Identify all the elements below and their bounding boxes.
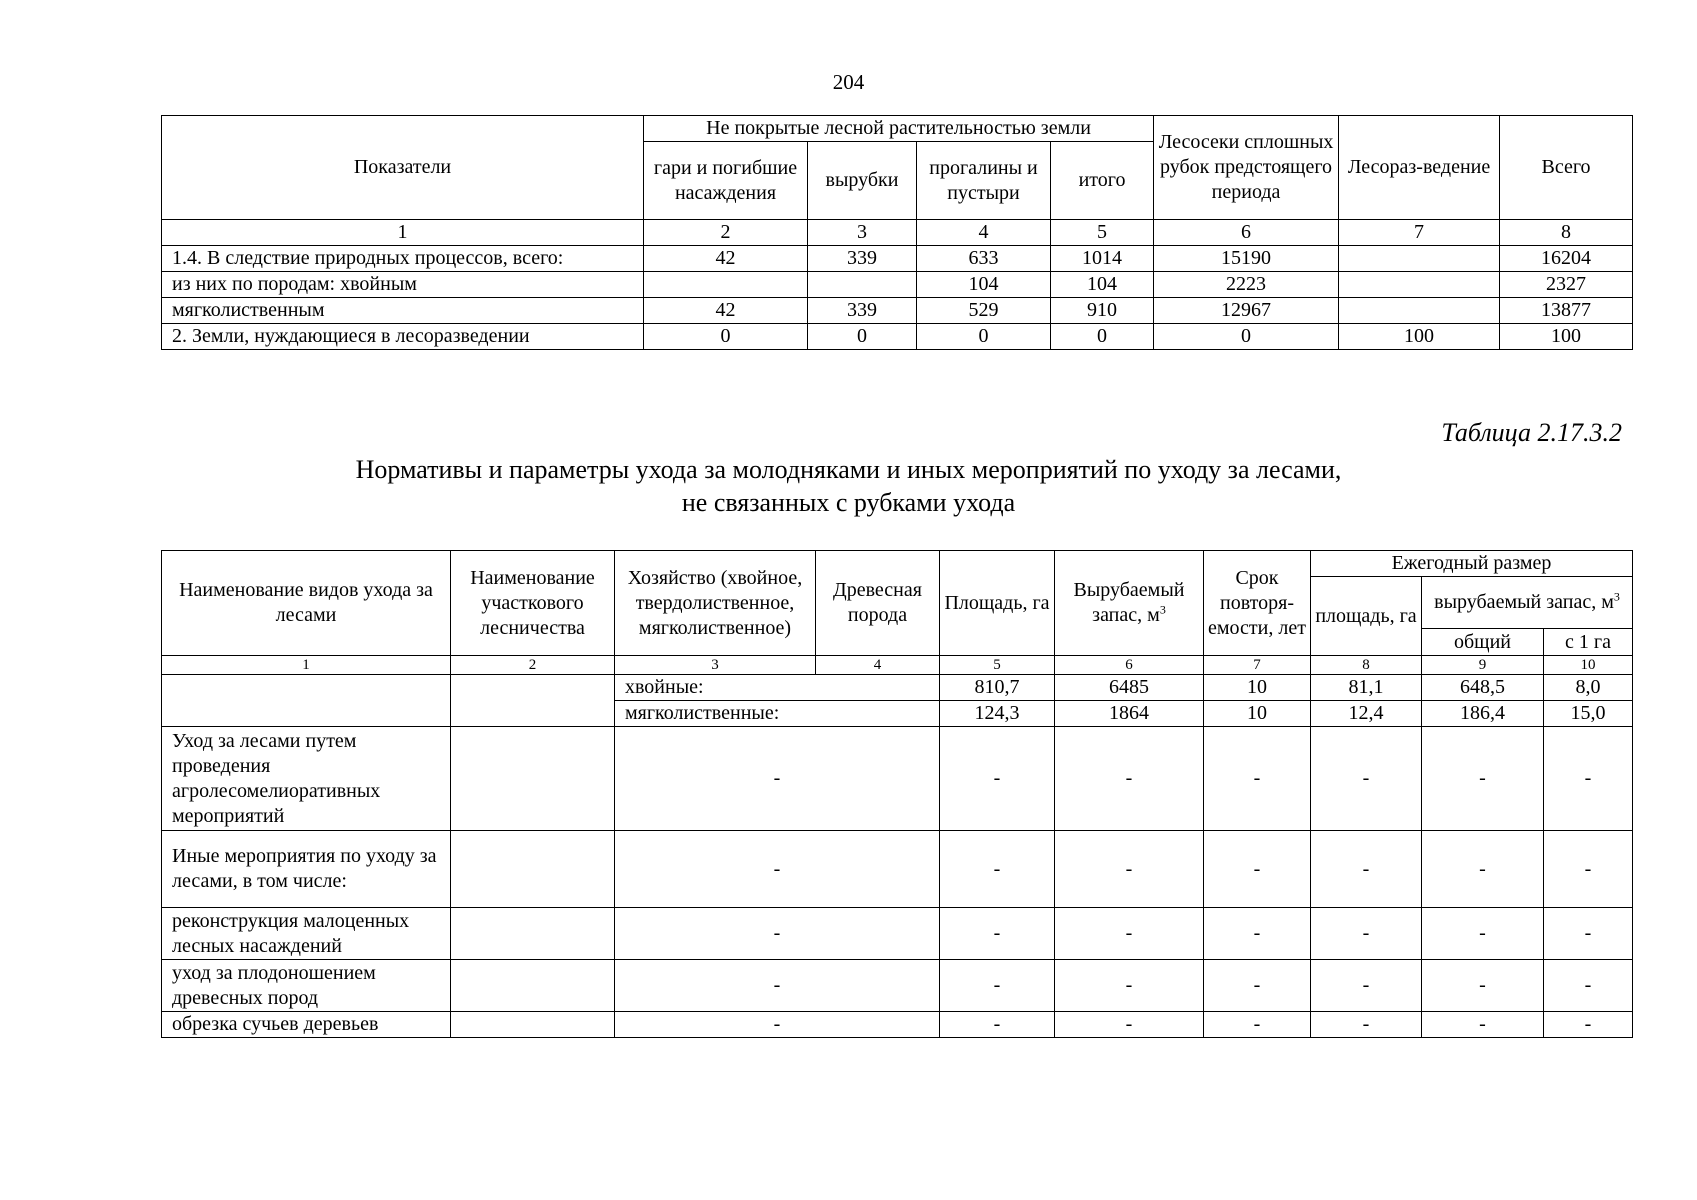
- row-name: реконструкция малоценных лесных насаждений: [162, 908, 451, 960]
- row-name: мягколиственным: [162, 298, 644, 324]
- col-number: 9: [1422, 656, 1544, 675]
- table-row: [162, 272, 1633, 298]
- cell: -: [1422, 727, 1544, 831]
- cell: -: [1204, 908, 1311, 960]
- header-all: Всего: [1500, 116, 1633, 220]
- cell: 339: [808, 298, 917, 324]
- cell: -: [1055, 831, 1204, 908]
- table-row: [162, 960, 1633, 1012]
- cell: 15,0: [1544, 701, 1633, 727]
- table-title-line2: не связанных с рубками ухода: [681, 488, 1016, 517]
- cell: 1014: [1051, 246, 1154, 272]
- row-name: Иные мероприятия по уходу за лесами, в том числе:: [162, 831, 451, 908]
- col-number: 5: [1051, 220, 1154, 246]
- cell: -: [1204, 1012, 1311, 1038]
- cell: -: [940, 960, 1055, 1012]
- table-row: [162, 675, 1633, 701]
- cell: 0: [808, 324, 917, 350]
- header-indicators: Показатели: [162, 116, 644, 220]
- row-name: 1.4. В следствие природных процессов, всего:: [162, 246, 644, 272]
- table-row: [162, 908, 1633, 960]
- cell: -: [1055, 1012, 1204, 1038]
- cell: 0: [1051, 324, 1154, 350]
- header-area: Площадь, га: [940, 551, 1055, 656]
- col-number: 2: [451, 656, 615, 675]
- cell: -: [1544, 727, 1633, 831]
- cell: 810,7: [940, 675, 1055, 701]
- cell: -: [940, 727, 1055, 831]
- col-number: 10: [1544, 656, 1633, 675]
- cell: 104: [1051, 272, 1154, 298]
- cell: 648,5: [1422, 675, 1544, 701]
- header-clearings: вырубки: [808, 142, 917, 220]
- cell: -: [615, 831, 940, 908]
- group-name: хвойные:: [615, 675, 940, 701]
- header-total-nc: итого: [1051, 142, 1154, 220]
- cell: -: [615, 1012, 940, 1038]
- col-number: 8: [1311, 656, 1422, 675]
- header-annual-stock: вырубаемый запас, $м^3$: [1422, 577, 1633, 629]
- col-number: 4: [917, 220, 1051, 246]
- row-name: из них по породам: хвойным: [162, 272, 644, 298]
- cell: [1339, 298, 1500, 324]
- cell: 124,3: [940, 701, 1055, 727]
- cell: 13877: [1500, 298, 1633, 324]
- cell: -: [1311, 908, 1422, 960]
- cell: -: [1204, 727, 1311, 831]
- forest-care-table: [161, 550, 1633, 1038]
- group-name: мягколиственные:: [615, 701, 940, 727]
- row-name: 2. Земли, нуждающиеся в лесоразведении: [162, 324, 644, 350]
- cell: -: [1544, 831, 1633, 908]
- col-number: 3: [808, 220, 917, 246]
- cell: 0: [1154, 324, 1339, 350]
- cell: -: [1544, 908, 1633, 960]
- cell: 100: [1339, 324, 1500, 350]
- table-title-line1: Нормативы и параметры ухода за молодняками и иных мероприятий по уходу за лесами,: [355, 455, 1342, 484]
- cell: -: [1422, 960, 1544, 1012]
- col-number: 1: [162, 220, 644, 246]
- header-annual-area: площадь, га: [1311, 577, 1422, 656]
- header-total: общий: [1422, 629, 1544, 656]
- cell: 81,1: [1311, 675, 1422, 701]
- cell: -: [1311, 831, 1422, 908]
- header-cutting-areas: Лесосеки сплошных рубок предстоящего периода: [1154, 116, 1339, 220]
- cell: 16204: [1500, 246, 1633, 272]
- header-glades: прогалины и пустыри: [917, 142, 1051, 220]
- cell: [1339, 246, 1500, 272]
- header-period: Срок повторя-емости, лет: [1204, 551, 1311, 656]
- col-number: 7: [1204, 656, 1311, 675]
- cell: -: [615, 960, 940, 1012]
- cell: 633: [917, 246, 1051, 272]
- row-name: Уход за лесами путем проведения агролесомелиоративных мероприятий: [162, 727, 451, 831]
- header-annual: Ежегодный размер: [1311, 551, 1633, 577]
- cell: 339: [808, 246, 917, 272]
- cell: [808, 272, 917, 298]
- empty-cell: [162, 675, 451, 727]
- header-not-covered: Не покрытые лесной растительностью земли: [644, 116, 1154, 142]
- cell: -: [615, 727, 940, 831]
- cell: 0: [917, 324, 1051, 350]
- cell: 6485: [1055, 675, 1204, 701]
- table-caption: Таблица 2.17.3.2: [1441, 418, 1622, 447]
- row-name: обрезка сучьев деревьев: [162, 1012, 451, 1038]
- table-row: [162, 324, 1633, 350]
- cell: -: [1204, 831, 1311, 908]
- cell: -: [940, 831, 1055, 908]
- table-row: [162, 246, 1633, 272]
- cell: 0: [644, 324, 808, 350]
- cell: 186,4: [1422, 701, 1544, 727]
- cell: [451, 908, 615, 960]
- cell: 10: [1204, 701, 1311, 727]
- cell: -: [1311, 727, 1422, 831]
- header-care-types: Наименование видов ухода за лесами: [162, 551, 451, 656]
- cell: 10: [1204, 675, 1311, 701]
- cell: 100: [1500, 324, 1633, 350]
- cell: 529: [917, 298, 1051, 324]
- cell: [451, 831, 615, 908]
- row-name: уход за плодоношением древесных пород: [162, 960, 451, 1012]
- cell: 104: [917, 272, 1051, 298]
- cell: 12,4: [1311, 701, 1422, 727]
- cell: -: [1055, 727, 1204, 831]
- table-title: [0, 453, 1697, 519]
- cell: [644, 272, 808, 298]
- cell: 910: [1051, 298, 1154, 324]
- header-economy: Хозяйство (хвойное, твердолиственное, мягколиственное): [615, 551, 816, 656]
- cell: -: [1204, 960, 1311, 1012]
- cell: -: [1422, 831, 1544, 908]
- cell: 15190: [1154, 246, 1339, 272]
- header-district: Наименование участкового лесничества: [451, 551, 615, 656]
- cell: 42: [644, 298, 808, 324]
- land-indicators-table: [161, 115, 1633, 350]
- cell: -: [1544, 960, 1633, 1012]
- header-per-ha: с 1 га: [1544, 629, 1633, 656]
- col-number: 7: [1339, 220, 1500, 246]
- col-number: 8: [1500, 220, 1633, 246]
- col-number: 6: [1154, 220, 1339, 246]
- header-burns: гари и погибшие насаждения: [644, 142, 808, 220]
- cell: -: [615, 908, 940, 960]
- table-row: [162, 298, 1633, 324]
- cell: 8,0: [1544, 675, 1633, 701]
- col-number: 6: [1055, 656, 1204, 675]
- cell: -: [940, 1012, 1055, 1038]
- cell: -: [1055, 960, 1204, 1012]
- table-row: [162, 727, 1633, 831]
- table-row: [162, 1012, 1633, 1038]
- cell: [1339, 272, 1500, 298]
- cell: 2223: [1154, 272, 1339, 298]
- page-number: 204: [832, 70, 865, 94]
- header-stock: Вырубаемый запас, $м^3$: [1055, 551, 1204, 656]
- cell: [451, 1012, 615, 1038]
- cell: 1864: [1055, 701, 1204, 727]
- empty-cell: [451, 675, 615, 727]
- col-number: 3: [615, 656, 816, 675]
- table-row: [162, 831, 1633, 908]
- col-number: 2: [644, 220, 808, 246]
- cell: -: [1055, 908, 1204, 960]
- col-number: 4: [816, 656, 940, 675]
- cell: 12967: [1154, 298, 1339, 324]
- header-forestation: Лесораз-ведение: [1339, 116, 1500, 220]
- col-number: 5: [940, 656, 1055, 675]
- cell: -: [1311, 960, 1422, 1012]
- cell: [451, 960, 615, 1012]
- cell: -: [1311, 1012, 1422, 1038]
- cell: -: [1544, 1012, 1633, 1038]
- cell: -: [940, 908, 1055, 960]
- cell: 2327: [1500, 272, 1633, 298]
- col-number: 1: [162, 656, 451, 675]
- cell: -: [1422, 908, 1544, 960]
- cell: [451, 727, 615, 831]
- header-species: Древесная порода: [816, 551, 940, 656]
- cell: 42: [644, 246, 808, 272]
- cell: -: [1422, 1012, 1544, 1038]
